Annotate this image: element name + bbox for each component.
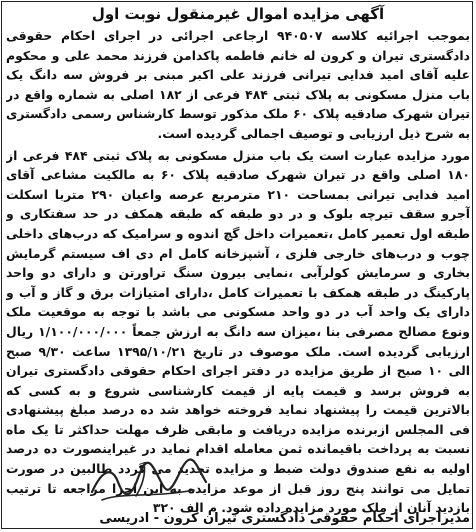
signer-line: مدیراجرای احکام حقوقی دادگستری تیران کرون - ادریسی	[99, 511, 470, 526]
handwritten-signature-icon	[84, 452, 214, 510]
auction-notice	[6, 4, 470, 526]
notice-paragraph-1: بموجب اجرائیه کلاسه ۹۴۰۵۰۷ ارجاعی اجرائی در اجرای احکام حقوقی دادگستری تیران و کرون له خانم فاطمه پاکدامن فرزند محمد علی و محکوم علیه آقای امید فدایی تیرانی فرزند علی اکبر مبنی بر فروش سه دانگ یک باب منزل مسکونی به پلاک ثبتی ۴۸۴ فرعی از ۱۸۲ اصلی به شماره واقع در تیران شهرک صادقیه پلاک ۶۰ ملک مذکور توسط کارشناس رسمی دادگستری به شرح ذیل ارزیابی و توصیف اجمالی گردیده است.	[6, 28, 470, 141]
notice-title: آگهی مزایده اموال غیرمنقول نوبت اول	[91, 5, 385, 23]
notice-paragraph-2: مورد مزایده عبارت است یک باب منزل مسکونی به پلاک ثبتی ۴۸۴ فرعی از ۱۸۰ اصلی واقع در تیران شهرک صادقیه پلاک ۶۰ به مالکیت مشاعی آقای امید فدایی تیرانی بمساحت ۲۱۰ مترمربع عرصه واعیان ۲۹۰ متربا اسکلت آجرو سقف تیرچه بلوک و در دو طبقه که طبقه همکف در حد سفتکاری و طبقه اول تعمیر کامل ،تعمیرات داخل گچ اندوه و سرامیک که درب‌های داخلی چوب و درب‌های خارجی فلزی ، آشپزخانه کامل ام دی اف سیستم گرمایش بخاری و سرمایش کولرآبی ،نمایی بیرون سنگ تراورتن و دارای دو واحد پارکینگ در طبقه همکف با تعمیرات کامل ،دارای امتیازات برق و گاز و آب و دارای یک واحد آب در دو واحد مسکونی می باشد با توجه به موقعیت ملک ونوع مصالح مصرفی بنا ،میزان سه دانگ به ارزش جمعاً ۱/۱۰۰/۰۰۰/۰۰۰ ریال ارزیابی گردیده است. ملک موصوف در تاریخ ۱۳۹۵/۱۰/۲۱ ساعت ۹/۳۰ صبح الی ۱۰ صبح از طریق مزایده در دفتر اجرای احکام حقوقی دادگستری تیران به فروش برسد و قیمت پایه از قیمت کارشناسی شروع و به کسی که بالاترین قیمت را پیشنهاد نماید فروخته خواهد شد ده درصد مبلغ پیشنهادی فی المجلس ازبرنده مزایده دریافت و مابقی ظرف مهلت حداکثر تا یک ماه نسبت به پرداخت باقیمانده ثمن معامله اقدام نماید در غیراینصورت ده درصد اولیه به نفع صندوق دولت ضبط و مزایده تجدید می گردد طالبین در صورت تمایل می توانند پنج روز قبل از موعد مزایده به این احرا مراجعه تا ترتیب بازدید آنان از ملک مورد مزایده داده شود. م الف ۳۲۰	[6, 147, 470, 516]
